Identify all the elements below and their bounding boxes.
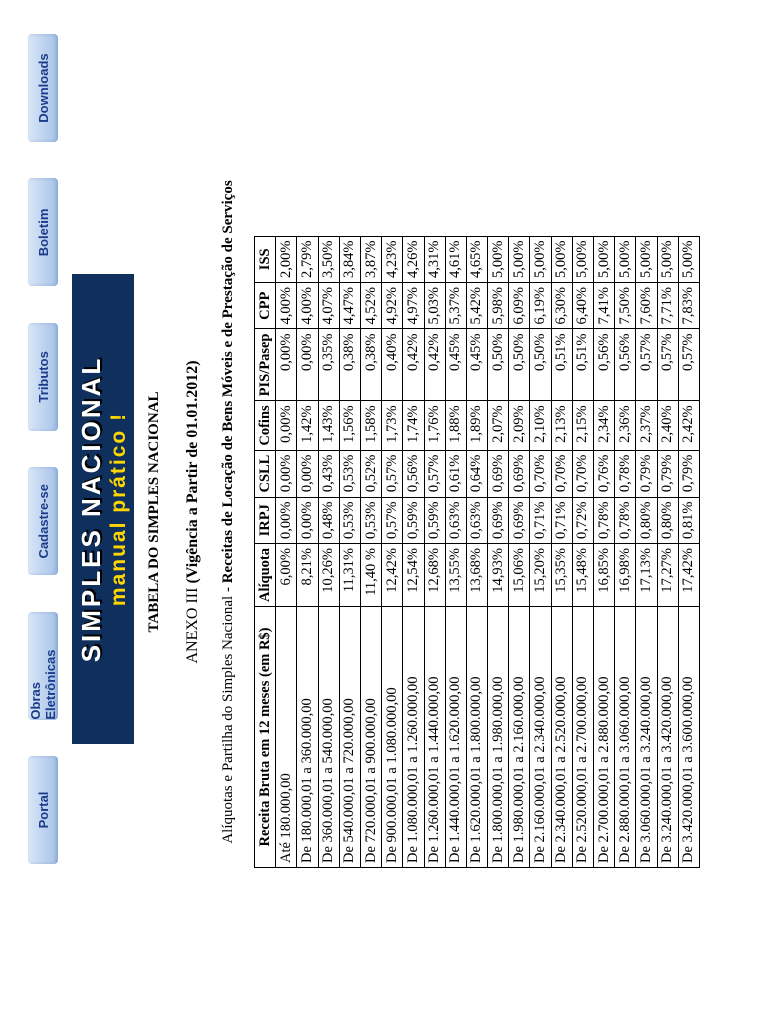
- revenue-range-cell: De 1.260.000,01 a 1.440.000,00: [424, 607, 445, 868]
- rate-cell: 0,64%: [466, 450, 487, 497]
- rate-cell: 1,58%: [360, 401, 381, 450]
- rate-cell: 2,40%: [657, 401, 678, 450]
- table-header-row: [255, 236, 276, 867]
- rate-cell: 2,15%: [572, 401, 593, 450]
- rate-cell: 0,00%: [276, 401, 297, 450]
- rate-cell: 5,00%: [594, 236, 615, 282]
- rate-cell: 0,80%: [636, 497, 657, 543]
- rate-cell: 0,53%: [339, 497, 360, 543]
- banner-subtitle: manual prático !: [107, 411, 130, 607]
- rate-cell: 5,00%: [615, 236, 636, 282]
- revenue-range-cell: De 2.700.000,01 a 2.880.000,00: [594, 607, 615, 868]
- table-row: [657, 236, 678, 867]
- table-row: [382, 236, 403, 867]
- rate-cell: 5,00%: [488, 236, 509, 282]
- rate-cell: 0,38%: [339, 329, 360, 401]
- rate-cell: 0,57%: [678, 329, 699, 401]
- rate-cell: 2,37%: [636, 401, 657, 450]
- rate-cell: 4,97%: [403, 283, 424, 329]
- table-row: [276, 236, 297, 867]
- rate-cell: 0,63%: [445, 497, 466, 543]
- rate-cell: 5,03%: [424, 283, 445, 329]
- rate-cell: 4,23%: [382, 236, 403, 282]
- rate-cell: 11,31%: [339, 544, 360, 607]
- rate-cell: 4,31%: [424, 236, 445, 282]
- revenue-range-cell: De 2.160.000,01 a 2.340.000,00: [530, 607, 551, 868]
- rate-cell: 5,37%: [445, 283, 466, 329]
- rate-cell: 4,00%: [297, 283, 318, 329]
- rate-cell: 0,61%: [445, 450, 466, 497]
- table-row: [636, 236, 657, 867]
- rate-cell: 0,56%: [594, 329, 615, 401]
- header-cell: PIS/Pasep: [255, 329, 276, 401]
- rate-cell: 5,00%: [551, 236, 572, 282]
- rate-cell: 5,98%: [488, 283, 509, 329]
- rate-cell: 0,57%: [424, 450, 445, 497]
- revenue-range-cell: De 2.340.000,01 a 2.520.000,00: [551, 607, 572, 868]
- caption-prefix: Alíquotas e Partilha do Simples Nacional -: [220, 583, 236, 844]
- nav-portal-button[interactable]: Portal: [28, 756, 58, 864]
- rate-cell: 7,41%: [594, 283, 615, 329]
- rate-cell: 0,69%: [488, 450, 509, 497]
- rate-cell: 1,73%: [382, 401, 403, 450]
- rate-cell: 5,00%: [678, 236, 699, 282]
- rate-cell: 0,80%: [657, 497, 678, 543]
- rate-cell: 1,76%: [424, 401, 445, 450]
- rate-cell: 0,70%: [572, 450, 593, 497]
- caption-bold: Receitas de Locação de Bens Móveis e de Prestação de Serviços: [220, 180, 236, 584]
- rate-cell: 11,40 %: [360, 544, 381, 607]
- rate-cell: 2,07%: [488, 401, 509, 450]
- annex-validity: (Vigência a Partir de 01.01.2012): [184, 360, 201, 584]
- rate-cell: 15,48%: [572, 544, 593, 607]
- rate-cell: 7,60%: [636, 283, 657, 329]
- rate-cell: 0,79%: [678, 450, 699, 497]
- table-row: [403, 236, 424, 867]
- rate-cell: 0,43%: [318, 450, 339, 497]
- rate-cell: 6,09%: [509, 283, 530, 329]
- rate-cell: 1,74%: [403, 401, 424, 450]
- rate-cell: 5,42%: [466, 283, 487, 329]
- rate-cell: 2,09%: [509, 401, 530, 450]
- revenue-range-cell: De 1.620.000,01 a 1.800.000,00: [466, 607, 487, 868]
- rate-cell: 17,42%: [678, 544, 699, 607]
- rate-cell: 2,42%: [678, 401, 699, 450]
- rate-cell: 2,79%: [297, 236, 318, 282]
- table-row: [488, 236, 509, 867]
- rate-cell: 7,83%: [678, 283, 699, 329]
- table-row: [551, 236, 572, 867]
- rate-cell: 0,78%: [615, 450, 636, 497]
- rate-cell: 4,07%: [318, 283, 339, 329]
- rate-cell: 5,00%: [636, 236, 657, 282]
- nav-boletim-button[interactable]: Boletim: [28, 178, 58, 286]
- rate-cell: 0,45%: [466, 329, 487, 401]
- rate-cell: 0,00%: [297, 450, 318, 497]
- revenue-range-cell: Até 180.000,00: [276, 607, 297, 868]
- revenue-range-cell: De 180.000,01 a 360.000,00: [297, 607, 318, 868]
- rate-cell: 0,42%: [424, 329, 445, 401]
- rate-cell: 0,70%: [530, 450, 551, 497]
- rate-cell: 4,52%: [360, 283, 381, 329]
- rate-cell: 0,42%: [403, 329, 424, 401]
- page-title: TABELA DO SIMPLES NACIONAL: [146, 391, 162, 633]
- rate-cell: 1,42%: [297, 401, 318, 450]
- table-caption: [220, 0, 237, 1024]
- rate-cell: 0,57%: [636, 329, 657, 401]
- rate-cell: 5,00%: [657, 236, 678, 282]
- rate-cell: 17,27%: [657, 544, 678, 607]
- table-row: [594, 236, 615, 867]
- revenue-range-cell: De 900.000,01 a 1.080.000,00: [382, 607, 403, 868]
- rate-cell: 2,00%: [276, 236, 297, 282]
- rate-cell: 0,50%: [509, 329, 530, 401]
- rate-cell: 12,54%: [403, 544, 424, 607]
- rate-cell: 1,43%: [318, 401, 339, 450]
- header-cell: ISS: [255, 236, 276, 282]
- rate-cell: 5,00%: [509, 236, 530, 282]
- rate-cell: 0,57%: [382, 497, 403, 543]
- rate-cell: 0,53%: [339, 450, 360, 497]
- rate-cell: 0,59%: [403, 497, 424, 543]
- rate-cell: 3,87%: [360, 236, 381, 282]
- rate-cell: 2,10%: [530, 401, 551, 450]
- rate-cell: 12,68%: [424, 544, 445, 607]
- rate-cell: 13,55%: [445, 544, 466, 607]
- nav-obras-eletronicas-button[interactable]: Obras Eletrônicas: [28, 612, 58, 720]
- rate-cell: 0,71%: [551, 497, 572, 543]
- rate-cell: 10,26%: [318, 544, 339, 607]
- rate-cell: 15,35%: [551, 544, 572, 607]
- rate-cell: 1,89%: [466, 401, 487, 450]
- revenue-range-cell: De 1.440.000,01 a 1.620.000,00: [445, 607, 466, 868]
- rate-cell: 3,84%: [339, 236, 360, 282]
- rate-cell: 17,13%: [636, 544, 657, 607]
- table-row: [530, 236, 551, 867]
- revenue-range-cell: De 3.060.000,01 a 3.240.000,00: [636, 607, 657, 868]
- revenue-range-cell: De 2.880.000,01 a 3.060.000,00: [615, 607, 636, 868]
- header-cell: Receita Bruta em 12 meses (em R$): [255, 607, 276, 868]
- rate-cell: 0,56%: [403, 450, 424, 497]
- rate-cell: 16,85%: [594, 544, 615, 607]
- rate-cell: 0,69%: [509, 497, 530, 543]
- rate-cell: 2,34%: [594, 401, 615, 450]
- table-row: [424, 236, 445, 867]
- rate-cell: 0,35%: [318, 329, 339, 401]
- header-cell: CPP: [255, 283, 276, 329]
- revenue-range-cell: De 1.080.000,01 a 1.260.000,00: [403, 607, 424, 868]
- rate-cell: 0,40%: [382, 329, 403, 401]
- table-row: [466, 236, 487, 867]
- rate-cell: 0,63%: [466, 497, 487, 543]
- table-row: [678, 236, 699, 867]
- header-cell: CSLL: [255, 450, 276, 497]
- rate-cell: 13,68%: [466, 544, 487, 607]
- rate-cell: 0,69%: [509, 450, 530, 497]
- rate-cell: 4,47%: [339, 283, 360, 329]
- revenue-range-cell: De 3.240.000,01 a 3.420.000,00: [657, 607, 678, 868]
- rate-cell: 0,38%: [360, 329, 381, 401]
- rate-cell: 0,71%: [530, 497, 551, 543]
- table-row: [572, 236, 593, 867]
- header-cell: Alíquota: [255, 544, 276, 607]
- rate-cell: 6,00%: [276, 544, 297, 607]
- rate-cell: 6,40%: [572, 283, 593, 329]
- nav-cadastre-se-button[interactable]: Cadastre-se: [28, 467, 58, 575]
- banner-title: SIMPLES NACIONAL: [76, 355, 106, 663]
- rate-cell: 4,65%: [466, 236, 487, 282]
- rate-cell: 0,51%: [572, 329, 593, 401]
- rate-cell: 16,98%: [615, 544, 636, 607]
- rate-cell: 0,79%: [657, 450, 678, 497]
- rate-cell: 0,56%: [615, 329, 636, 401]
- table-row: [360, 236, 381, 867]
- table-row: [318, 236, 339, 867]
- rate-cell: 0,69%: [488, 497, 509, 543]
- revenue-range-cell: De 1.800.000,01 a 1.980.000,00: [488, 607, 509, 868]
- nav-tributos-button[interactable]: Tributos: [28, 323, 58, 431]
- rate-cell: 2,13%: [551, 401, 572, 450]
- rate-cell: 0,00%: [276, 450, 297, 497]
- rate-cell: 12,42%: [382, 544, 403, 607]
- brand-banner: [72, 274, 134, 744]
- revenue-range-cell: De 2.520.000,01 a 2.700.000,00: [572, 607, 593, 868]
- revenue-range-cell: De 540.000,01 a 720.000,00: [339, 607, 360, 868]
- revenue-range-cell: De 360.000,01 a 540.000,00: [318, 607, 339, 868]
- rate-cell: 0,78%: [615, 497, 636, 543]
- rate-cell: 0,00%: [276, 329, 297, 401]
- table-body: [276, 236, 700, 867]
- rate-cell: 5,00%: [530, 236, 551, 282]
- rate-cell: 0,53%: [360, 497, 381, 543]
- site-navbar: [28, 34, 60, 864]
- rate-cell: 1,88%: [445, 401, 466, 450]
- rate-cell: 4,00%: [276, 283, 297, 329]
- nav-downloads-button[interactable]: Downloads: [28, 34, 58, 142]
- revenue-range-cell: De 1.980.000,01 a 2.160.000,00: [509, 607, 530, 868]
- header-cell: Cofins: [255, 401, 276, 450]
- rate-cell: 1,56%: [339, 401, 360, 450]
- table-row: [509, 236, 530, 867]
- rate-cell: 0,81%: [678, 497, 699, 543]
- rate-cell: 0,00%: [297, 497, 318, 543]
- rate-cell: 0,79%: [636, 450, 657, 497]
- rate-cell: 0,59%: [424, 497, 445, 543]
- rate-cell: 0,52%: [360, 450, 381, 497]
- annex-prefix: ANEXO III: [184, 583, 201, 664]
- rate-cell: 0,45%: [445, 329, 466, 401]
- rate-cell: 8,21%: [297, 544, 318, 607]
- rate-cell: 0,48%: [318, 497, 339, 543]
- rate-cell: 0,00%: [297, 329, 318, 401]
- rate-cell: 0,72%: [572, 497, 593, 543]
- rate-cell: 3,50%: [318, 236, 339, 282]
- table-row: [339, 236, 360, 867]
- rate-cell: 2,36%: [615, 401, 636, 450]
- revenue-range-cell: De 3.420.000,01 a 3.600.000,00: [678, 607, 699, 868]
- annex-heading: [184, 0, 202, 1024]
- rate-cell: 4,26%: [403, 236, 424, 282]
- rate-cell: 0,50%: [488, 329, 509, 401]
- rate-cell: 14,93%: [488, 544, 509, 607]
- rate-cell: 0,78%: [594, 497, 615, 543]
- rate-cell: 0,50%: [530, 329, 551, 401]
- rate-cell: 5,00%: [572, 236, 593, 282]
- rate-cell: 4,92%: [382, 283, 403, 329]
- rate-cell: 7,71%: [657, 283, 678, 329]
- rate-cell: 6,19%: [530, 283, 551, 329]
- rate-cell: 6,30%: [551, 283, 572, 329]
- rate-cell: 7,50%: [615, 283, 636, 329]
- table-row: [615, 236, 636, 867]
- rate-cell: 0,70%: [551, 450, 572, 497]
- rate-cell: 0,57%: [382, 450, 403, 497]
- rate-cell: 15,20%: [530, 544, 551, 607]
- revenue-range-cell: De 720.000,01 a 900.000,00: [360, 607, 381, 868]
- rate-cell: 0,76%: [594, 450, 615, 497]
- table-row: [297, 236, 318, 867]
- rate-cell: 4,61%: [445, 236, 466, 282]
- rate-cell: 0,51%: [551, 329, 572, 401]
- rate-cell: 0,00%: [276, 497, 297, 543]
- rate-cell: 0,57%: [657, 329, 678, 401]
- rate-cell: 15,06%: [509, 544, 530, 607]
- rates-table: [254, 236, 700, 868]
- table-row: [445, 236, 466, 867]
- header-cell: IRPJ: [255, 497, 276, 543]
